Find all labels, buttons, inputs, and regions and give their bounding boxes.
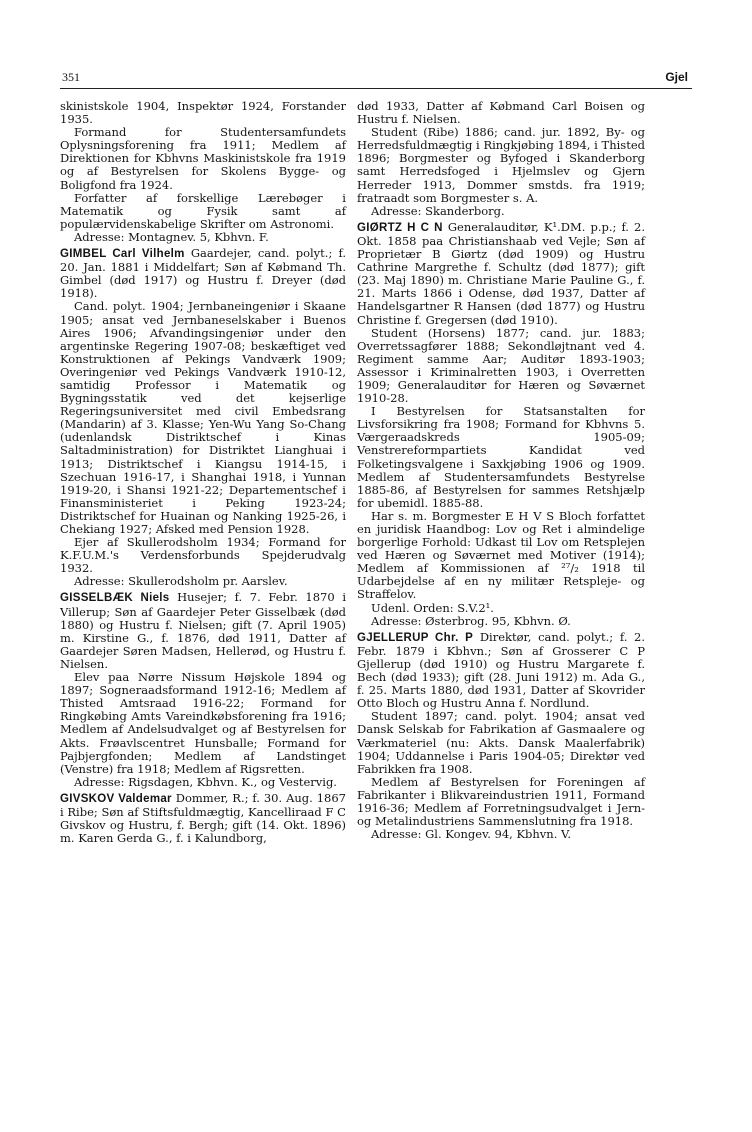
paragraph: Adresse: Gl. Kongev. 94, Kbhvn. V. (371, 827, 571, 842)
entry-text: Direktør, cand. polyt.; f. 2. Febr. 1879 i Kbhvn.; Søn af Grosserer C P Gjellerup (død 1910) og Hustru Margarete f. Bech (død 1933); gift (28. Juni 1912) m. Ada G., f. 25. Marts 1880, død 1931, Datter af Skovrider Otto Bloch og Hustru Anna f. Nordlund. (357, 629, 646, 711)
biography-entry (60, 591, 346, 671)
entry-text: Generalauditør, K¹.DM. p.p.; f. 2. Okt. 1858 paa Christianshaab ved Vejle; Søn af Proprietær B Giørtz (død 1909) og Hustru Cathrine Margrethe f. Schultz (død 1877); gift (23. Maj 1890) m. Christiane Marie Pauline G., f. 21. Marts 1866 i Odense, død 1937, Datter af Handelsgartner R Hansen (død 1877) og Hustru Christine f. Gregersen (død 1910). (357, 219, 646, 327)
biography-entry (357, 221, 645, 327)
right-column (357, 100, 645, 841)
paragraph: Student (Horsens) 1877; cand. jur. 1883; Overretssagfører 1888; Sekondløjtnant ved 4. Regiment samme Aar; Auditør 1893-1903; Assessor i Kriminalretten 1903, i Overretten 1909; Generalauditør for Hæren og Søværnet 1910-28. (357, 325, 645, 406)
paragraph: Cand. polyt. 1904; Jernbaneingeniør i Skaane 1905; ansat ved Jernbaneselskaber i Buenos Aires 1906; Afvandingsingeniør under den argentinske Regering 1907-08; beskæftiget ved Konstruktionen af Pekings Vandværk 1909; Overingeniør ved Pekings Vandværk 1910-12, samtidig Professor i Matematik og Bygningsstatik ved det kejserlige Regeringsuniversitet med civil Embedsrang (Mandarin) af 3. Klasse; Yen-Wu Yang So-Chang (udenlandsk Distriktschef i Kinas Saltadministration) for Distriktet Lianghuai i 1913; Distriktschef i Kiangsu 1914-15, i Szechuan 1916-17, i Shanghai 1918, i Yunnan 1919-20, i Shansi 1921-22; Departementschef i Finansministeriet i Peking 1923-24; Distriktschef for Huainan og Nanking 1925-26, i Chekiang 1927; Afsked med Pension 1928. (60, 299, 346, 536)
paragraph: Adresse: Skanderborg. (371, 203, 505, 218)
paragraph: Student (Ribe) 1886; cand. jur. 1892, By- og Herredsfuldmægtig i Ringkjøbing 1894, i Thisted 1896; Borgmester og Byfoged i Skanderborg samt Herredsfoged i Hjelmslev og Gjern Herreder 1913, Dommer smstds. fra 1919; fratraadt som Borgmester s. A. (357, 125, 645, 205)
entry-name: GISSELBÆK Niels (60, 592, 170, 605)
entry-name: GIØRTZ H C N (357, 221, 443, 234)
entry-name: GIMBEL Carl Vilhelm (60, 248, 185, 261)
continued-text: skinistskole 1904, Inspektør 1924, Forstander 1935. (60, 99, 346, 127)
page-number: 351 (62, 70, 80, 84)
entry-text: Gaardejer, cand. polyt.; f. 20. Jan. 1881 i Middelfart; Søn af Købmand Th. Gimbel (død 1917) og Hustru f. Dreyer (død 1918). (60, 246, 346, 301)
paragraph: Formand for Studentersamfundets Oplysningsforening fra 1911; Medlem af Direktionen for Kbhvns Maskinistskole fra 1919 og af Bestyrelsen for Skolens Bygge- og Boligfond fra 1924. (60, 125, 346, 192)
running-head: Gjel (665, 70, 688, 84)
entry-text: Dommer, R.; f. 30. Aug. 1867 i Ribe; Søn af Stiftsfuldmægtig, Kancelliraad F C Givskov og Hustru, f. Bergh; gift (14. Okt. 1896) m. Karen Gerda G., f. i Kalundborg, (60, 790, 346, 846)
left-column (60, 100, 346, 845)
paragraph: Adresse: Østerbrog. 95, Kbhvn. Ø. (371, 613, 571, 628)
paragraph: Forfatter af forskellige Lærebøger i Matematik og Fysik samt af populærvidenskabelige Skrifter om Astronomi. (60, 190, 346, 231)
paragraph: Ejer af Skullerodsholm 1934; Formand for K.F.U.M.'s Verdensforbunds Spejderudvalg 1932. (60, 535, 346, 576)
biography-entry (60, 792, 346, 845)
biography-entry (60, 247, 346, 300)
entry-name: GJELLERUP Chr. P (357, 631, 474, 644)
paragraph: Adresse: Montagnev. 5, Kbhvn. F. (74, 229, 269, 244)
paragraph: Elev paa Nørre Nissum Højskole 1894 og 1897; Sogneraadsformand 1912-16; Medlem af Thisted Amtsraad 1916-22; Formand for Ringkøbing Amts Vareindkøbsforening fra 1916; Medlem af Andelsudvalget og af Bestyrelsen for Akts. Frøavlscentret Hunsballe; Formand for Pajbjergfonden; Medlem af Landstinget (Venstre) fra 1918; Medlem af Rigsretten. (60, 670, 346, 776)
paragraph: Adresse: Skullerodsholm pr. Aarslev. (74, 574, 288, 589)
paragraph: I Bestyrelsen for Statsanstalten for Livsforsikring fra 1908; Formand for Kbhvns 5. Værgeraadskreds 1905-09; Venstrereformpartiets Kandidat ved Folketingsvalgene i Saxkjøbing 1906 og 1909. Medlem af Studentersamfundets Bestyrelse 1885-86, af Bestyrelsen for sammes Retshjælp for ubemidl. 1885-88. (357, 404, 645, 510)
paragraph: Har s. m. Borgmester E H V S Bloch forfattet en juridisk Haandbog: Lov og Ret i almindelige borgerlige Forhold: Udkast til Lov om Retsplejen ved Hæren og Søværnet med Motiver (1914); Medlem af Kommissionen af ²⁷/₂ 1918 til Udarbejdelse af en ny militær Retspleje- og Straffelov. (357, 508, 645, 602)
biography-entry (357, 631, 645, 711)
entry-text: Husejer; f. 7. Febr. 1870 i Villerup; Søn af Gaardejer Peter Gisselbæk (død 1880) og Hustru f. Nielsen; gift (7. April 1905) m. Kirstine G., f. 1876, død 1911, Datter af Gaardejer Søren Madsen, Hellerød, og Hustru f. Nielsen. (60, 590, 346, 671)
paragraph: Adresse: Rigsdagen, Kbhvn. K., og Vestervig. (74, 774, 337, 789)
continued-text: død 1933, Datter af Købmand Carl Boisen og Hustru f. Nielsen. (357, 99, 645, 127)
paragraph: Student 1897; cand. polyt. 1904; ansat ved Dansk Selskab for Fabrikation af Gasmaalere og Værkmateriel (nu: Akts. Dansk Maalerfabrik) 1904; Uddannelse i Paris 1904-05; Direktør ved Fabrikken fra 1908. (357, 709, 645, 776)
header-rule (60, 88, 692, 89)
paragraph: Udenl. Orden: S.V.2¹. (371, 600, 494, 615)
paragraph: Medlem af Bestyrelsen for Foreningen af Fabrikanter i Blikvareindustrien 1911, Formand 1916-36; Medlem af Forretningsudvalget i Jern- og Metalindustriens Sammenslutning fra 1918. (357, 774, 645, 829)
entry-name: GIVSKOV Valdemar (60, 792, 172, 805)
